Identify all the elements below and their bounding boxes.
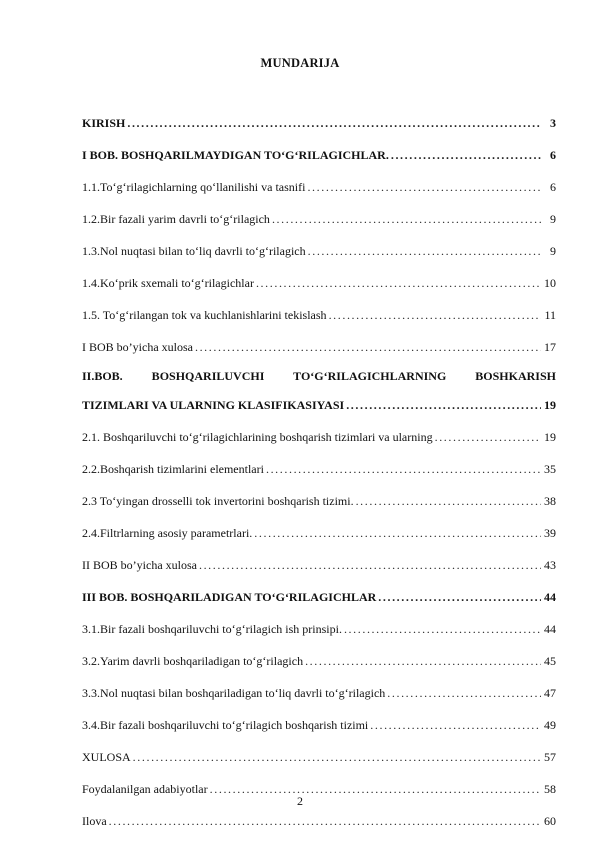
toc-entry-label: 2.2.Boshqarish tizimlarini elementlari: [82, 462, 264, 476]
toc-entry-label: 2.3 To‘yingan drosselli tok invertorini boshqarish tizimi.: [82, 494, 354, 508]
toc-entry-label: 1.4.Ko‘prik sxemali to‘g‘rilagichlar: [82, 276, 254, 290]
toc-entry-label: 1.2.Bir fazali yarim davrli to‘g‘rilagich: [82, 212, 270, 226]
toc-entry-xulosa[interactable]: [82, 741, 556, 773]
toc-entry-page: 47: [544, 686, 556, 700]
dot-leader: [344, 613, 541, 645]
toc-entry-label-line1: II.BOB. BOSHQARILUVCHI TO‘G‘RILAGICHLARNING BOSHKARISH: [82, 369, 556, 383]
toc-entry-page: 9: [550, 212, 556, 226]
dot-leader: [305, 645, 541, 677]
toc-entry-page: 6: [550, 148, 556, 162]
toc-entry-3-1[interactable]: [82, 613, 556, 645]
toc-entry-label: TIZIMLARI VA ULARNING KLASIFIKASIYASI: [82, 398, 345, 412]
toc-entry-1-5[interactable]: [82, 299, 556, 331]
dot-leader: [346, 389, 541, 421]
dot-leader: [307, 171, 541, 203]
toc-entry-page: 6: [550, 180, 556, 194]
toc-entry-label: 1.5. To‘g‘rilangan tok va kuchlanishlarini tekislash: [82, 308, 327, 322]
dot-leader: [199, 549, 541, 581]
toc-entry-page: 19: [544, 430, 556, 444]
toc-entry-page: 39: [544, 526, 556, 540]
toc-entry-chapter-3[interactable]: [82, 581, 556, 613]
toc-entry-chapter-2[interactable]: [82, 363, 556, 421]
toc-entry-label: 3.2.Yarim davrli boshqariladigan to‘g‘rilagich: [82, 654, 304, 668]
toc-entry-label: 3.3.Nol nuqtasi bilan boshqariladigan to‘liq davrli to‘g‘rilagich: [82, 686, 386, 700]
toc-entry-page: 9: [550, 244, 556, 258]
toc-entry-page: 38: [544, 494, 556, 508]
toc-entry-2-1[interactable]: [82, 421, 556, 453]
dot-leader: [133, 741, 541, 773]
toc-entry-label: III BOB. BOSHQARILADIGAN TO‘G‘RILAGICHLAR: [82, 590, 377, 604]
toc-entry-page: 35: [544, 462, 556, 476]
toc-entry-3-3[interactable]: [82, 677, 556, 709]
dot-leader: [109, 805, 541, 837]
toc-entry-chapter-1-summary[interactable]: [82, 331, 556, 363]
toc-entry-label: 1.1.To‘g‘rilagichlarning qo‘llanilishi va tasnifi: [82, 180, 306, 194]
toc-entry-3-4[interactable]: [82, 709, 556, 741]
toc-entry-1-4[interactable]: [82, 267, 556, 299]
toc-entry-page: 17: [544, 340, 556, 354]
dot-leader: [370, 709, 541, 741]
dot-leader: [195, 331, 541, 363]
toc-entry-1-1[interactable]: [82, 171, 556, 203]
toc-entry-appendix[interactable]: [82, 805, 556, 837]
toc-entry-page: 44: [544, 590, 556, 604]
toc-entry-label: I BOB. BOSHQARILMAYDIGAN TO‘G‘RILAGICHLAR.: [82, 148, 389, 162]
dot-leader: [391, 139, 541, 171]
toc-entry-1-2[interactable]: [82, 203, 556, 235]
toc-entry-chapter-2-summary[interactable]: [82, 549, 556, 581]
dot-leader: [329, 299, 541, 331]
toc-entry-page: 19: [544, 398, 556, 412]
dot-leader: [254, 517, 541, 549]
toc-entry-label: I BOB bo’yicha xulosa: [82, 340, 193, 354]
toc-entry-page: 44: [544, 622, 556, 636]
dot-leader: [435, 421, 541, 453]
toc-entry-3-2[interactable]: [82, 645, 556, 677]
toc-entry-kirish[interactable]: [82, 107, 556, 139]
table-of-contents: [82, 107, 556, 837]
toc-entry-page: 10: [544, 276, 556, 290]
toc-entry-label: 2.1. Boshqariluvchi to‘g‘rilagichlarining boshqarish tizimlari va ularning: [82, 430, 433, 444]
page-number: 2: [297, 794, 303, 808]
dot-leader: [378, 581, 541, 613]
toc-entry-page: 11: [544, 308, 556, 322]
toc-entry-page: 57: [544, 750, 556, 764]
toc-entry-1-3[interactable]: [82, 235, 556, 267]
dot-leader: [387, 677, 541, 709]
dot-leader: [127, 107, 541, 139]
toc-entry-2-3[interactable]: [82, 485, 556, 517]
dot-leader: [308, 235, 541, 267]
toc-entry-label: 3.1.Bir fazali boshqariluvchi to‘g‘rilagich ish prinsipi.: [82, 622, 342, 636]
toc-entry-label: 3.4.Bir fazali boshqariluvchi to‘g‘rilagich boshqarish tizimi: [82, 718, 369, 732]
toc-entry-page: 3: [550, 116, 556, 130]
dot-leader: [272, 203, 541, 235]
toc-entry-page: 43: [544, 558, 556, 572]
dot-leader: [356, 485, 541, 517]
toc-entry-page: 45: [544, 654, 556, 668]
toc-entry-label: KIRISH: [82, 116, 126, 130]
toc-entry-2-2[interactable]: [82, 453, 556, 485]
toc-entry-2-4[interactable]: [82, 517, 556, 549]
toc-entry-label: XULOSA: [82, 750, 131, 764]
toc-entry-page: 49: [544, 718, 556, 732]
toc-entry-label: II BOB bo’yicha xulosa: [82, 558, 197, 572]
toc-entry-label: 2.4.Filtrlarning asosiy parametrlari.: [82, 526, 253, 540]
toc-entry-label: Foydalanilgan adabiyotlar: [82, 782, 208, 796]
toc-entry-page: 60: [544, 814, 556, 828]
toc-entry-label: Ilova: [82, 814, 107, 828]
toc-entry-chapter-1[interactable]: [82, 139, 556, 171]
toc-entry-page: 58: [544, 782, 556, 796]
toc-entry-label: 1.3.Nol nuqtasi bilan to‘liq davrli to‘g‘rilagich: [82, 244, 306, 258]
dot-leader: [266, 453, 541, 485]
page-title: MUNDARIJA: [260, 56, 340, 70]
dot-leader: [256, 267, 541, 299]
